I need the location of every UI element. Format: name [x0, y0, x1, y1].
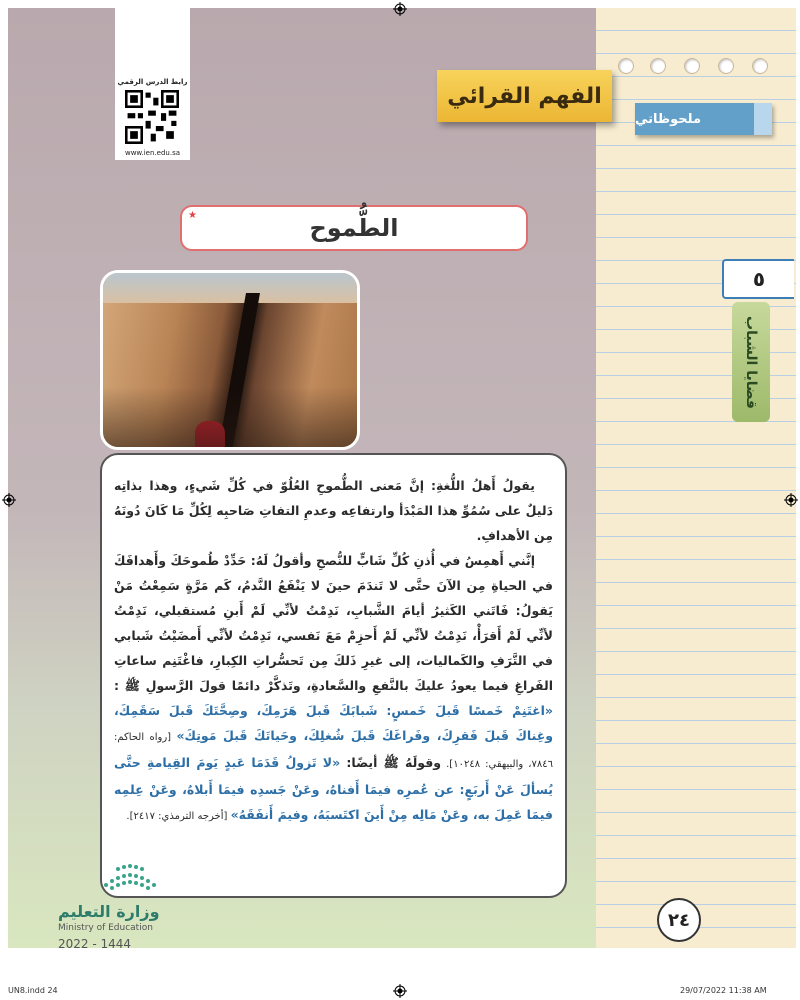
- unit-number: ٥: [722, 259, 794, 299]
- notes-label: [635, 103, 772, 135]
- section-label: الفهم القرائي: [437, 70, 612, 122]
- paragraph-2: [114, 548, 553, 829]
- paragraph-1: يقولُ أَهلُ اللُّغةِ: إنَّ مَعنى الطُّموحِ العُلُوّ في كُلِّ شَيءٍ، وهذا بذاتِه دَليلٌ على سُمُوِّ هذا المَبْدَأ وارتفاعِه وعدمِ التفاتِ صَاحبِه لِكُلِّ مَا كَانَ دُونَهُ مِن الأهدافِ.: [114, 478, 553, 543]
- qr-url[interactable]: www.ien.edu.sa: [124, 149, 181, 157]
- slug-date: 29/07/2022 11:38 AM: [680, 986, 767, 995]
- photo-sky: [103, 273, 357, 303]
- binder-ring: [650, 58, 666, 74]
- ministry-logo-icon: [100, 855, 160, 895]
- unit-name-tab: [732, 302, 770, 422]
- registration-mark-icon: [393, 2, 407, 16]
- notes-panel: [596, 8, 796, 948]
- binder-ring: [718, 58, 734, 74]
- ministry-name-english: Ministry of Education: [58, 923, 153, 933]
- star-icon: ★: [188, 210, 197, 221]
- paragraph-2-connector: وقولَهُ ﷺ أيضًا:: [340, 755, 442, 770]
- reference-2: [أخرجه الترمذي: ٢٤١٧].: [126, 811, 231, 822]
- registration-mark-icon: [393, 984, 407, 998]
- qr-code-icon[interactable]: [125, 90, 179, 144]
- binder-ring: [684, 58, 700, 74]
- reading-passage: [100, 453, 567, 898]
- binder-ring: [618, 58, 634, 74]
- photo-shade: [103, 387, 357, 447]
- ministry-name-arabic: وزارة التعليم: [58, 902, 160, 921]
- paragraph-2-text: إنَّني أَهمِسُ في أُذنِ كُلِّ شَابٍّ للنُّصحِ وأقولُ لَهُ: حَدِّدْ طُموحَكَ وأَهدافَكَ في الحياةِ مِن الآنَ حتَّى لا تَندَمَ حينَ لا يَنْفَعُ النَّدمُ، كَم مَرَّةٍ سَمِعْتُ مَنْ يَقولُ: فَاتَني الكَثيرُ أيامَ الشَّبابِ، نَدِمْتُ لأنِّي لَمْ أَبنِ مُستقبلي، نَدِمْتُ لأنِّي لَمْ أَقرَأْ، نَدِمْتُ لأنِّي لَمْ أَحزِمْ مَعَ نَفسي، نَدِمْتُ لأنِّي أَمضَيْتُ شَبابي في التَّرَفِ والكَماليات، إلى غيرِ ذَلكَ مِن تَحسُّراتِ الكِبارِ، فاغْتَنِم ساعاتِ الفَراغِ فيما يعودُ عليكَ بالنَّفعِ والسَّعادةِ، وتَذكَّرْ دائمًا قولَ الرَّسولِ ﷺ :: [114, 553, 553, 693]
- edition-year: 2022 - 1444: [58, 937, 132, 951]
- hadith-2: «لا تَزولُ قَدَمَا عَبدٍ يَومَ القِيامةِ حتَّى يُسألَ عَنْ أَربَعٍ: عن عُمرِه فيمَا أَفناهُ، وعَنْ جَسدِه فيمَا أَبلاهُ، وعَنْ عِلمِه فيمَا عَمِلَ به، وعَنْ مَالِه مِنْ أَينَ اكتَسبَهُ، وفيمَ أَنفَقَهُ»: [114, 755, 553, 822]
- unit-name: قضايا الشباب: [743, 315, 759, 409]
- reference-1: [رواه الحاكم: ٧٨٤٦، والبيهقي: ١٠٢٤٨].: [114, 732, 553, 770]
- binder-ring: [752, 58, 768, 74]
- registration-mark-icon: [2, 493, 16, 507]
- hadith-1: «اغتَنِمْ خَمسًا قَبلَ خَمسٍ: شَبابَكَ قَبلَ هَرَمِكَ، وصِحَّتَكَ قَبلَ سَقَمِكَ، وغِناكَ قَبلَ فَقرِكَ، وفَراغَكَ قَبلَ شُغلِكَ، وحَياتَكَ قَبلَ مَوتِكَ»: [114, 703, 554, 743]
- registration-mark-icon: [784, 493, 798, 507]
- notes-label-text: ملحوظاتي: [635, 111, 702, 127]
- page-number: ٢٤: [657, 898, 701, 942]
- lesson-title: الطُّموح: [180, 205, 528, 251]
- cliff-photo: [100, 270, 360, 450]
- slug-file: UN8.indd 24: [8, 986, 58, 995]
- notes-label-strip: [754, 103, 772, 135]
- qr-code-card[interactable]: [115, 8, 190, 160]
- qr-title: رابط الدرس الرقمي: [117, 78, 188, 86]
